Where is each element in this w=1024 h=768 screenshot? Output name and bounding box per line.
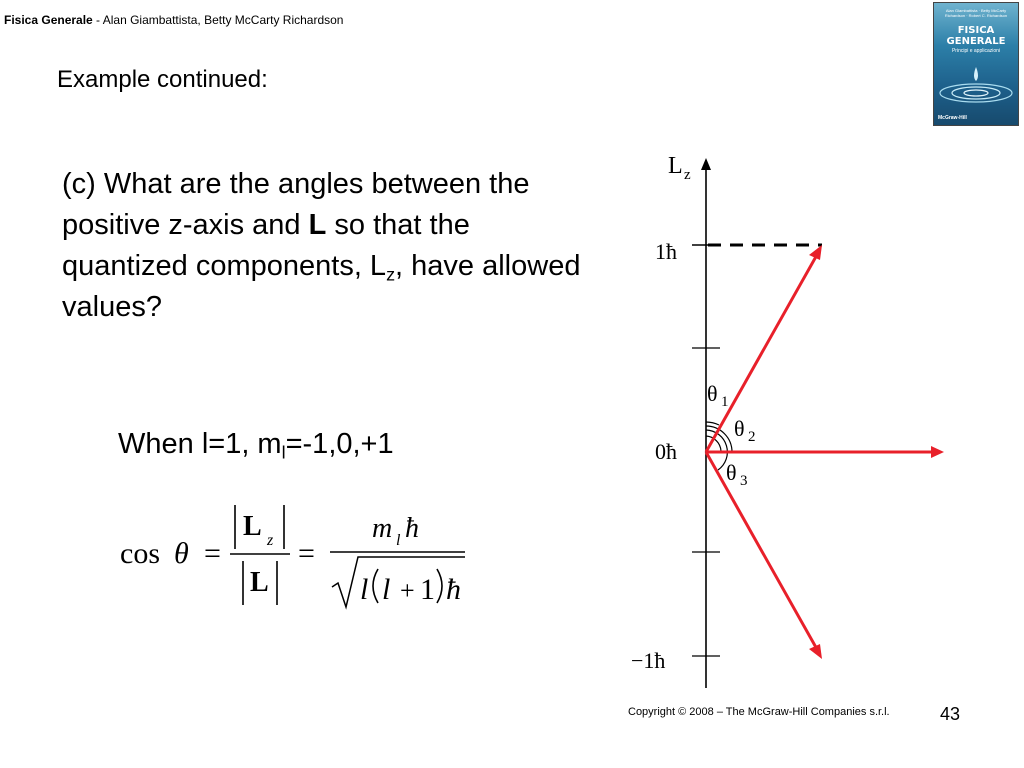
book-cover-image [933,2,1019,126]
formula-cos: cos [120,537,160,570]
axis-label-sub: z [684,167,691,183]
formula-one: 1 [420,573,435,606]
angular-momentum-diagram [600,140,960,700]
question-sub: z [386,264,396,285]
cover-title-line2: GENERALE [946,36,1006,47]
question-part3: , have allowed values? [62,250,581,323]
paren-right [437,569,442,603]
cover-publisher: McGraw-Hill [938,115,967,121]
tick-label-middle: 0ħ [655,439,677,464]
angle-label-3: θ [726,460,737,485]
formula-hbar-den: ħ [446,573,461,606]
statement-prefix: When l=1, m [118,428,282,460]
angle-index-3: 3 [740,473,748,489]
water-drop-illustration [934,55,1018,115]
question-text [62,164,582,328]
formula-equals-2: = [298,537,315,570]
cover-authors: Alan Giambattista · Betty McCarty Richardson · Robert C. Richardson [944,8,1008,18]
cover-subtitle: Principi e applicazioni [951,48,1001,54]
book-authors: - Alan Giambattista, Betty McCarty Richardson [92,13,344,27]
vector-m-plus-one [706,245,822,452]
question-bold-L: L [308,209,327,241]
formula-num-L: L [243,511,262,542]
tick-label-bottom: −1ħ [631,648,666,673]
angle-index-2: 2 [748,429,756,445]
book-title: Fisica Generale [4,13,93,27]
tick-label-top: 1ħ [655,239,677,264]
paren-left [373,569,378,603]
angle-label-2: θ [734,416,745,441]
formula-equals-1: = [204,537,221,570]
formula-hbar-num: ħ [405,513,419,544]
slide-header [4,13,343,27]
cover-title [936,25,1016,47]
quantum-number-statement [118,428,394,461]
cover-title-line1: FISICA [957,25,995,36]
axis-label: L [668,153,683,179]
statement-suffix: =-1,0,+1 [285,428,394,460]
slide-subtitle: Example continued: [57,66,268,93]
formula-theta: θ [174,537,189,570]
formula-num-sub-z: z [267,532,274,549]
formula-l-1: l [360,573,369,606]
question-part2: so that the quantized components, L [62,209,470,282]
vector-m-zero [706,446,944,458]
statement-sub: l [281,442,286,463]
question-part1: (c) What are the angles between the positive z-axis and [62,168,530,241]
formula-l-2: l [382,573,391,606]
formula-plus: + [400,576,415,605]
angle-label-1: θ [707,381,718,406]
axis-arrowhead [701,158,711,170]
cosine-formula [110,495,480,620]
vector-m-minus-one [706,452,822,659]
formula-m: m [372,513,393,544]
angle-index-1: 1 [721,394,729,410]
formula-den-L: L [250,567,269,598]
angle-arc-1 [706,422,719,425]
copyright-notice: Copyright © 2008 – The McGraw-Hill Companies s.r.l. [628,706,890,718]
formula-sub-l: l [396,532,401,549]
page-number: 43 [940,704,961,724]
